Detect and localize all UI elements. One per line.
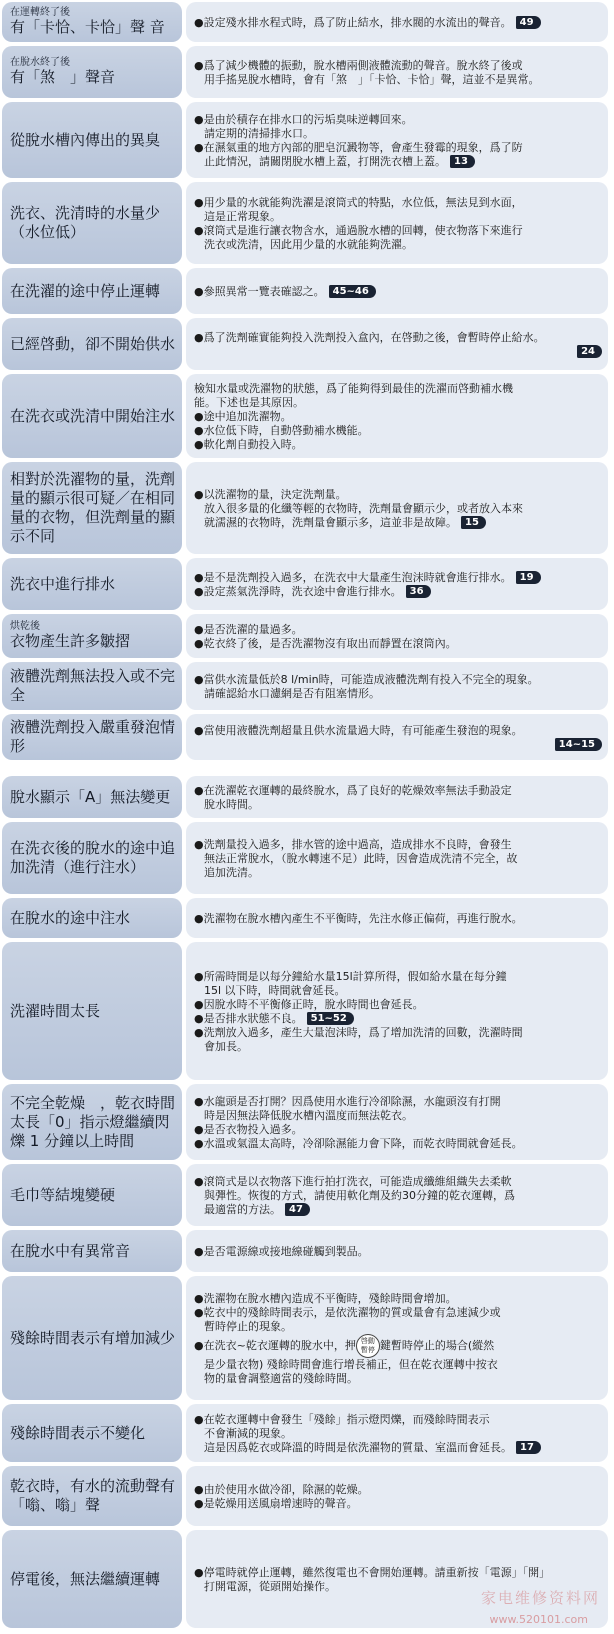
remedy-text: ●是否衣物投入過多。 [194, 1122, 303, 1136]
remedy-text: 這是因爲乾衣或降溫的時間是依洗濯物的質量、室溫而會延長。 [204, 1440, 512, 1454]
trouble-row [0, 712, 614, 762]
remedy-line [194, 571, 602, 585]
trouble-row [0, 266, 614, 316]
remedy-text: ●當供水流量低於8 l/min時，可能造成液體洗劑有投入不完全的現象。 [194, 672, 539, 686]
symptom-title: 毛巾等結塊變硬 [10, 1185, 116, 1204]
remedy-text: 是少量衣物) 殘餘時間會進行增長補正，但在乾衣運轉中按衣 [204, 1357, 498, 1371]
remedy-line [194, 1189, 602, 1203]
remedy-text: 無法正常脫水，（脫水轉速不足）此時，因會造成洗清不完全，故 [204, 851, 518, 865]
symptom-context: 在脫水終了後 [10, 57, 70, 68]
remedy-line [194, 1137, 602, 1151]
symptom-title: 在脫水的途中注水 [10, 908, 131, 927]
remedy-line [194, 1012, 602, 1026]
remedy-text: 這是正常現象。 [204, 209, 281, 223]
symptom-title: 液體洗劑無法投入或不完全 [10, 667, 176, 704]
remedy-line [194, 1292, 602, 1306]
symptom-title: 在洗濯的途中停止運轉 [10, 281, 161, 300]
trouble-row [0, 460, 614, 556]
symptom-title: 停電後，無法繼續運轉 [10, 1569, 161, 1588]
page-reference-badge[interactable]: 45~46 [329, 285, 376, 298]
symptom-title: 在洗衣後的脫水的途中追加洗清（進行注水） [10, 839, 176, 876]
remedy-text: 洗衣或洗清，因此用少量的水就能夠洗濯。 [204, 237, 413, 251]
trouble-row [0, 44, 614, 100]
remedy-line [194, 1175, 602, 1189]
symptom-label [2, 318, 182, 370]
remedy-line [194, 1441, 602, 1455]
page-reference-badge[interactable]: 51~52 [307, 1012, 354, 1025]
remedy-line [194, 1320, 602, 1334]
remedy-text: 能。下述也是其原因。 [194, 395, 304, 409]
symptom-title: 洗濯時間太長 [10, 1001, 101, 1020]
remedy-line [194, 1566, 602, 1580]
remedy-line [194, 1334, 602, 1358]
watermark: 家电维修资料网 [480, 1589, 600, 1607]
remedy-text: ●設定蒸氣洗淨時，洗衣途中會進行排水。 [194, 584, 402, 598]
remedy-line [194, 210, 602, 224]
page-reference-badge[interactable]: 15 [461, 516, 486, 529]
remedy-line [194, 16, 602, 30]
symptom-label [2, 102, 182, 178]
cause-remedy-panel [186, 374, 608, 458]
watermark-url: www.520101.com [489, 1613, 588, 1626]
remedy-text: ●在洗衣~乾衣運轉的脫水中，押 [194, 1338, 356, 1352]
trouble-row [0, 0, 614, 44]
symptom-label [2, 614, 182, 658]
trouble-row [0, 556, 614, 612]
remedy-line [194, 155, 602, 169]
symptom-label [2, 1466, 182, 1526]
remedy-text: 脫水時間。 [204, 797, 259, 811]
trouble-row [0, 1228, 614, 1274]
page-reference-badge[interactable]: 47 [285, 1203, 310, 1216]
button-glyph-top: 啓動 [360, 1336, 375, 1345]
remedy-line [194, 1203, 602, 1217]
symptom-label [2, 1230, 182, 1272]
remedy-text: ●乾衣終了後，是否洗濯物沒有取出而靜置在滾筒內。 [194, 636, 457, 650]
remedy-line [194, 1026, 602, 1040]
remedy-text: 物的量會調整適當的殘餘時間。 [204, 1371, 358, 1385]
remedy-text: ●以洗濯物的量，決定洗劑量。 [194, 487, 347, 501]
page-reference-badge[interactable]: 19 [516, 571, 541, 584]
remedy-text: 打開電源，從頭開始操作。 [204, 1579, 336, 1593]
remedy-text: ●爲了減少機體的振動，脫水槽兩側液體流動的聲音。脫水終了後或 [194, 58, 523, 72]
remedy-text: ●水龍頭是否打開？因爲使用水進行冷卻除濕，水龍頭沒有打開 [194, 1094, 501, 1108]
symptom-title: 洗衣、洗清時的水量少（水位低） [10, 204, 161, 241]
remedy-text: 15l 以下時，時間就會延長。 [204, 983, 346, 997]
symptom-title: 有「卡恰、卡恰」聲 音 [10, 18, 165, 36]
page-reference-badge[interactable]: 14~15 [555, 738, 602, 751]
page-reference-badge[interactable]: 13 [450, 155, 475, 168]
symptom-context: 烘乾後 [10, 621, 40, 632]
remedy-line [194, 141, 602, 155]
page-reference-badge[interactable]: 17 [516, 1441, 541, 1454]
remedy-line [194, 345, 602, 359]
remedy-line [194, 59, 602, 73]
cause-remedy-panel [186, 714, 608, 760]
remedy-text: ●所需時間是以每分鐘給水量15l計算所得，假如給水量在每分鐘 [194, 969, 507, 983]
remedy-line [194, 852, 602, 866]
symptom-title: 有「煞 」聲音 [10, 68, 116, 86]
remedy-text: ●是否排水狀態不良。 [194, 1011, 303, 1025]
symptom-title: 脫水顯示「A」無法變更 [10, 787, 171, 806]
cause-remedy-panel [186, 1084, 608, 1160]
remedy-line [194, 984, 602, 998]
remedy-text: ●是不是洗劑投入過多，在洗衣中大量產生泡沫時就會進行排水。 [194, 570, 512, 584]
remedy-text: ●在濕氣重的地方內部的肥皂沉澱物等，會產生發霉的現象，爲了防 [194, 140, 523, 154]
cause-remedy-panel [186, 182, 608, 264]
remedy-line [194, 285, 602, 299]
remedy-line [194, 687, 602, 701]
remedy-line [194, 331, 602, 345]
trouble-row [0, 774, 614, 820]
remedy-text: ●洗濯物在脫水槽內造成不平衡時，殘餘時間會增加。 [194, 1291, 457, 1305]
remedy-text: 追加洗清。 [204, 865, 259, 879]
trouble-row [0, 940, 614, 1082]
remedy-line [194, 1483, 602, 1497]
remedy-line [194, 585, 602, 599]
symptom-label [2, 1084, 182, 1160]
symptom-title: 不完全乾燥 ，乾衣時間太長「0」指示燈繼續閃爍 1 分鐘以上時間 [10, 1093, 176, 1150]
remedy-text: 檢知水量或洗濯物的狀態，爲了能夠得到最佳的洗濯而啓動補水機 [194, 381, 513, 395]
remedy-text-cont: 鍵暫時停止的場合(縱然 [379, 1338, 495, 1352]
trouble-row [0, 612, 614, 660]
cause-remedy-panel [186, 102, 608, 178]
remedy-text: ●洗劑量投入過多，排水管的途中過高，造成排水不良時，會發生 [194, 837, 512, 851]
remedy-line [194, 623, 602, 637]
symptom-label [2, 182, 182, 264]
symptom-label [2, 822, 182, 894]
remedy-text: ●洗劑放入過多，產生大量泡沫時，爲了增加洗清的回數，洗濯時間 [194, 1025, 523, 1039]
cause-remedy-panel [186, 776, 608, 818]
symptom-label [2, 662, 182, 710]
remedy-text: 用手搖晃脫水槽時，會有「煞 」「卡恰、卡恰」聲，這並不是異常。 [204, 72, 540, 86]
trouble-row [0, 1274, 614, 1402]
remedy-line [194, 724, 602, 738]
start-pause-button-icon [356, 1334, 380, 1358]
symptom-title: 乾衣時，有水的流動聲有「嗡、嗡」聲 [10, 1477, 176, 1514]
remedy-text: 止此情況，請關閉脫水槽上蓋，打開洗衣槽上蓋。 [204, 154, 446, 168]
remedy-line [194, 838, 602, 852]
symptom-title: 液體洗劑投入嚴重發泡情形 [10, 718, 176, 755]
cause-remedy-panel [186, 662, 608, 710]
symptom-label [2, 462, 182, 554]
remedy-text: 與彈性。恢復的方式，請使用軟化劑及約30分鐘的乾衣運轉，爲 [204, 1188, 515, 1202]
cause-remedy-panel [186, 1230, 608, 1272]
remedy-text: ●洗濯物在脫水槽內產生不平衡時，先注水修正偏荷，再進行脫水。 [194, 911, 523, 925]
cause-remedy-panel [186, 558, 608, 610]
page-reference-badge[interactable]: 49 [516, 16, 541, 29]
symptom-label [2, 374, 182, 458]
remedy-line [194, 516, 602, 530]
cause-remedy-panel [186, 942, 608, 1080]
remedy-line [194, 502, 602, 516]
remedy-text: ●軟化劑自動投入時。 [194, 437, 303, 451]
remedy-line [194, 382, 602, 396]
symptom-label [2, 714, 182, 760]
symptom-title: 從脫水槽內傳出的異臭 [10, 130, 161, 149]
remedy-line [194, 1306, 602, 1320]
remedy-line [194, 438, 602, 452]
remedy-text: ●當使用液體洗劑超量且供水流量過大時，有可能產生發泡的現象。 [194, 723, 523, 737]
remedy-text: 請定期的清掃排水口。 [204, 126, 314, 140]
remedy-text: ●滾筒式是以衣物落下進行拍打洗衣，可能造成纖維組織失去柔軟 [194, 1174, 512, 1188]
remedy-text: ●因脫水時不平衡修正時，脫水時間也會延長。 [194, 997, 424, 1011]
remedy-line [194, 1109, 602, 1123]
cause-remedy-panel [186, 1466, 608, 1526]
cause-remedy-panel [186, 1164, 608, 1226]
remedy-text: 時是因無法降低脫水槽內溫度而無法乾衣。 [204, 1108, 413, 1122]
trouble-row [0, 372, 614, 460]
remedy-text: 就濡濕的衣物時，洗劑量會顯示多，這並非是故障。 [204, 515, 457, 529]
trouble-row [0, 1082, 614, 1162]
remedy-line [194, 1123, 602, 1137]
symptom-title: 衣物產生許多皺摺 [10, 632, 131, 650]
cause-remedy-panel [186, 614, 608, 658]
trouble-row [0, 1162, 614, 1228]
remedy-text: ●參照異常一覽表確認之。 [194, 284, 325, 298]
remedy-line [194, 1413, 602, 1427]
symptom-label [2, 942, 182, 1080]
symptom-label [2, 46, 182, 98]
remedy-line [194, 866, 602, 880]
symptom-title: 相對於洗濯物的量，洗劑量的顯示很可疑／在相同量的衣物，但洗劑量的顯示不同 [10, 470, 176, 545]
remedy-line [194, 1040, 602, 1054]
trouble-row [0, 180, 614, 266]
remedy-text: 放入很多量的化纖等輕的衣物時，洗劑量會顯示少，或者放入本來 [204, 501, 523, 515]
trouble-row [0, 660, 614, 712]
remedy-line [194, 798, 602, 812]
remedy-text: ●乾衣中的殘餘時間表示，是依洗濯物的質或量會有急速減少或 [194, 1305, 501, 1319]
remedy-text: ●水位低下時，自動啓動補水機能。 [194, 423, 369, 437]
remedy-line [194, 998, 602, 1012]
remedy-line [194, 1497, 602, 1511]
button-glyph-bottom: 暫停 [360, 1345, 375, 1354]
remedy-text: ●是由於積存在排水口的污垢臭味逆轉回來。 [194, 112, 413, 126]
symptom-title: 洗衣中進行排水 [10, 574, 116, 593]
symptom-label [2, 1530, 182, 1628]
remedy-line [194, 127, 602, 141]
remedy-text: ●是乾燥用送風扇增速時的聲音。 [194, 1496, 358, 1510]
page-reference-badge[interactable]: 36 [406, 585, 431, 598]
remedy-text: 會加長。 [204, 1039, 248, 1053]
cause-remedy-panel [186, 318, 608, 370]
remedy-text: 暫時停止的現象。 [204, 1319, 292, 1333]
symptom-label [2, 776, 182, 818]
remedy-line [194, 1372, 602, 1386]
cause-remedy-panel [186, 2, 608, 42]
remedy-line [194, 410, 602, 424]
remedy-line [194, 912, 602, 926]
symptom-context: 在運轉終了後 [10, 7, 70, 18]
symptom-label [2, 898, 182, 938]
remedy-line [194, 738, 602, 752]
remedy-line [194, 396, 602, 410]
trouble-row [0, 1402, 614, 1464]
remedy-line [194, 784, 602, 798]
remedy-text: ●是否電源線或接地線碰觸到製品。 [194, 1244, 369, 1258]
remedy-line [194, 224, 602, 238]
symptom-title: 在洗衣或洗清中開始注水 [10, 406, 176, 425]
remedy-text: ●用少量的水就能夠洗濯是滾筒式的特點，水位低，無法見到水面， [194, 195, 523, 209]
symptom-title: 殘餘時間表示不變化 [10, 1423, 146, 1442]
symptom-title: 已經啓動，卻不開始供水 [10, 334, 176, 353]
remedy-line [194, 1245, 602, 1259]
remedy-line [194, 1095, 602, 1109]
remedy-line [194, 488, 602, 502]
trouble-row [0, 896, 614, 940]
cause-remedy-panel [186, 1276, 608, 1400]
trouble-row [0, 316, 614, 372]
trouble-row [0, 100, 614, 180]
remedy-line [194, 196, 602, 210]
remedy-text: ●爲了洗劑確實能夠投入洗劑投入盒內，在啓動之後，會暫時停止給水。 [194, 330, 545, 344]
cause-remedy-panel [186, 1404, 608, 1462]
remedy-text: ●是否洗濯的量過多。 [194, 622, 303, 636]
remedy-line [194, 673, 602, 687]
remedy-line [194, 424, 602, 438]
remedy-line [194, 970, 602, 984]
symptom-label [2, 2, 182, 42]
remedy-line [194, 637, 602, 651]
remedy-text: ●途中追加洗濯物。 [194, 409, 292, 423]
cause-remedy-panel [186, 46, 608, 98]
cause-remedy-panel [186, 898, 608, 938]
remedy-text: 不會漸減的現象。 [204, 1426, 292, 1440]
remedy-line [194, 238, 602, 252]
symptom-label [2, 558, 182, 610]
remedy-text: ●滾筒式是進行讓衣物含水，通過脫水槽的回轉，使衣物落下來進行 [194, 223, 523, 237]
remedy-text: ●由於使用水做冷卻，除濕的乾燥。 [194, 1482, 369, 1496]
cause-remedy-panel [186, 822, 608, 894]
symptom-label [2, 268, 182, 314]
page-reference-badge[interactable]: 24 [577, 345, 602, 358]
remedy-text: ●在乾衣運轉中會發生「殘餘」指示燈閃爍，而殘餘時間表示 [194, 1412, 490, 1426]
remedy-text: ●停電時就停止運轉，雖然復電也不會開始運轉。請重新按「電源」「開」 [194, 1565, 551, 1579]
trouble-row [0, 1464, 614, 1528]
remedy-line [194, 1358, 602, 1372]
symptom-title: 殘餘時間表示有增加減少 [10, 1328, 176, 1347]
symptom-title: 在脫水中有異常音 [10, 1241, 131, 1260]
remedy-line [194, 1427, 602, 1441]
remedy-text: ●在洗濯乾衣運轉的最終脫水，爲了良好的乾燥效率無法手動設定 [194, 783, 512, 797]
remedy-line [194, 73, 602, 87]
remedy-text: 最適當的方法。 [204, 1202, 281, 1216]
remedy-text: ●設定殘水排水程式時，爲了防止結水，排水閥的水流出的聲音。 [194, 15, 512, 29]
remedy-text: 請確認給水口濾網是否有阻塞情形。 [204, 686, 380, 700]
cause-remedy-panel [186, 268, 608, 314]
symptom-label [2, 1404, 182, 1462]
symptom-label [2, 1164, 182, 1226]
cause-remedy-panel [186, 462, 608, 554]
symptom-label [2, 1276, 182, 1400]
trouble-row [0, 820, 614, 896]
remedy-text: ●水溫或氣溫太高時，冷卻除濕能力會下降，而乾衣時間就會延長。 [194, 1136, 523, 1150]
remedy-line [194, 113, 602, 127]
